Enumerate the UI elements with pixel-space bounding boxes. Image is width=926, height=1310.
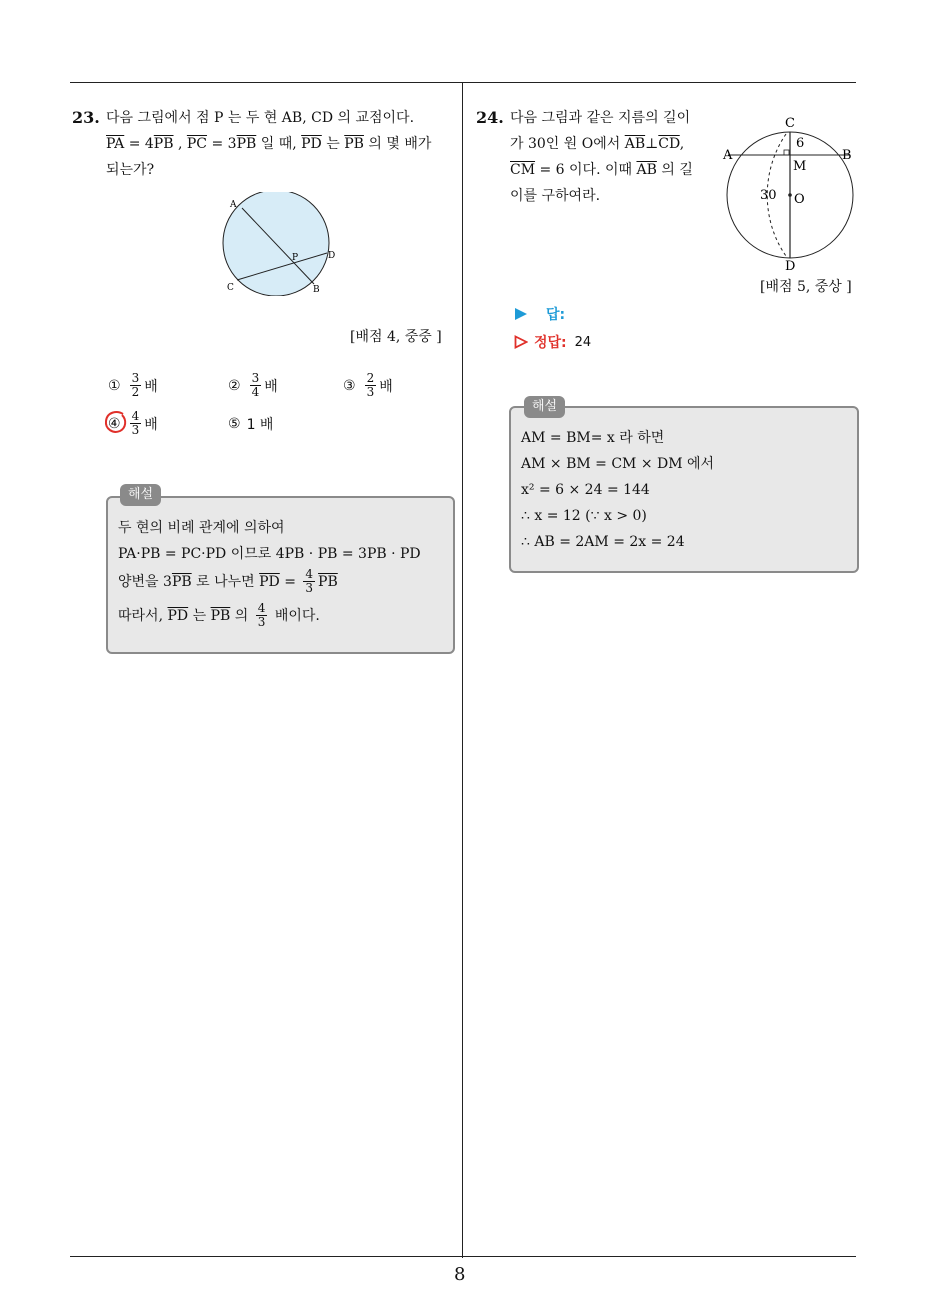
frac-den: 3 <box>257 615 266 629</box>
frac-den: 2 <box>131 385 140 399</box>
q24-exp-line4: ∴ x = 12 (∵ x > 0) <box>521 508 647 524</box>
q23-exp-line3 <box>118 568 338 595</box>
q24-correct-row <box>514 332 591 352</box>
q24-exp-line1: AM = BM= x 라 하면 <box>521 430 665 446</box>
q23-is: 는 <box>321 136 345 152</box>
outline-arrow-icon <box>514 335 528 349</box>
q23-pb: $\overline{PB}$ <box>153 136 174 152</box>
q23-number: 23. <box>72 108 100 127</box>
q23-label-a: A <box>230 200 237 210</box>
exp4-d: 배이다. <box>270 607 320 624</box>
q24-center-dot <box>788 193 792 197</box>
q24-label-c: C <box>785 116 795 131</box>
q24-perp: ⊥ <box>645 136 659 152</box>
q23-grade: [배점 4, 중중 ] <box>350 329 442 345</box>
q24-number: 24. <box>476 108 504 127</box>
correct-answer-circle-icon <box>103 409 129 435</box>
q24-line2-a: 가 30인 원 O에서 <box>510 136 625 152</box>
q24-label-d: D <box>785 259 796 274</box>
frac-num: 4 <box>131 409 140 423</box>
q24-ab2: $\overline{AB}$ <box>636 162 657 178</box>
choice-mark: ① <box>108 377 121 394</box>
q23-choice-1[interactable] <box>108 372 158 399</box>
q24-ab: $\overline{AB}$ <box>624 136 646 152</box>
frac-den: 4 <box>251 385 260 399</box>
q24-line3 <box>510 160 693 180</box>
q24-line2 <box>510 134 684 154</box>
exp4-pd: $\overline{PD}$ <box>167 607 189 624</box>
q24-line3-rest: = 6 이다. 이때 <box>535 162 637 178</box>
q24-label-m: M <box>793 159 807 174</box>
q23-choice-3[interactable] <box>343 372 393 399</box>
frac-num: 3 <box>251 371 260 385</box>
q23-exp-line4 <box>118 602 320 629</box>
q23-text-line1: 다음 그림에서 점 P 는 두 현 AB, CD 의 교점이다. <box>106 110 415 126</box>
q23-pb3: $\overline{PB}$ <box>344 136 364 152</box>
q24-right-angle <box>784 150 789 155</box>
q23-pb2: $\overline{PB}$ <box>236 136 257 152</box>
footer-rule <box>70 1256 856 1257</box>
q23-choice-2[interactable] <box>228 372 278 399</box>
choice-unit: 배 <box>264 378 278 395</box>
exp3-b: 로 나누면 <box>191 573 260 590</box>
choice-fraction <box>130 410 142 437</box>
page-number: 8 <box>454 1264 466 1285</box>
q23-label-c: C <box>227 283 234 293</box>
play-arrow-icon <box>514 307 528 321</box>
correct-value: 24 <box>574 334 592 350</box>
q24-cd: $\overline{CD}$ <box>658 136 680 152</box>
q23-label-p: P <box>292 253 299 263</box>
exp3-frac <box>303 568 315 595</box>
exp4-pb: $\overline{PB}$ <box>210 607 231 624</box>
choice-unit: 배 <box>379 378 393 395</box>
q23-circle-figure <box>215 192 345 296</box>
q23-exp-line1: 두 현의 비례 관계에 의하여 <box>118 520 285 536</box>
q24-comma: , <box>679 136 685 152</box>
frac-den: 3 <box>366 385 375 399</box>
q24-label-b: B <box>842 148 852 163</box>
column-divider <box>462 82 463 1258</box>
exp3-pb: $\overline{PB}$ <box>171 573 192 590</box>
exp3-eq: = <box>279 573 301 590</box>
q23-label-b: B <box>313 285 320 295</box>
exp3-a: 양변을 3 <box>118 573 172 590</box>
choice-unit: 배 <box>144 416 158 433</box>
answer-label: 답: <box>546 307 566 323</box>
q24-answer-row <box>514 304 565 324</box>
choice-fraction <box>250 372 262 399</box>
q24-exp-line5: ∴ AB = 2AM = 2x = 24 <box>521 534 685 550</box>
choice-unit: 배 <box>144 378 158 395</box>
q23-exp-line2 <box>118 544 421 564</box>
q23-choice-5[interactable] <box>228 414 273 434</box>
choice-mark: ③ <box>343 377 356 394</box>
q24-label-a: A <box>723 148 733 163</box>
q24-exp-line2: AM × BM = CM × DM 에서 <box>521 456 715 472</box>
choice-text: 1 배 <box>246 417 274 433</box>
frac-den: 3 <box>131 423 140 437</box>
q23-tail: 의 몇 배가 <box>363 136 432 152</box>
q23-text-line3: 되는가? <box>106 162 155 178</box>
q24-label-six: 6 <box>796 136 805 151</box>
choice-mark: ⑤ <box>228 416 241 432</box>
q24-exp-line3: x² = 6 × 24 = 144 <box>521 482 650 498</box>
q23-eq2: = 3 <box>207 136 237 152</box>
q24-label-thirty: 30 <box>760 188 777 203</box>
exp4-a: 따라서, <box>118 607 168 624</box>
q24-line4: 이를 구하여라. <box>510 188 601 204</box>
q23-sep: , <box>173 136 187 152</box>
q23-exp-line2-text: PA·PB = PC·PD 이므로 4PB · PB = 3PB · PD <box>118 546 421 562</box>
q24-circle-figure <box>718 112 864 274</box>
q24-label-o: O <box>794 192 805 207</box>
q23-eq1: = 4 <box>124 136 154 152</box>
q24-line3-tail: 의 길 <box>656 162 693 178</box>
frac-num: 4 <box>257 601 266 615</box>
q24-grade: [배점 5, 중상 ] <box>760 279 852 295</box>
frac-den: 3 <box>305 581 314 595</box>
frac-num: 4 <box>305 567 314 581</box>
q23-text-line2 <box>106 134 431 154</box>
q24-line1: 다음 그림과 같은 지름의 길이 <box>510 110 691 126</box>
exp3-pb2: $\overline{PB}$ <box>318 573 338 590</box>
header-rule <box>70 82 856 83</box>
q23-when: 일 때, <box>256 136 302 152</box>
q23-explanation-tag: 해설 <box>120 484 161 506</box>
choice-mark: ② <box>228 377 241 394</box>
exp4-b: 는 <box>188 607 211 624</box>
choice-mark: ④ <box>108 415 121 432</box>
exp3-pd: $\overline{PD}$ <box>259 573 280 590</box>
exp4-c: 의 <box>230 607 253 624</box>
choice-fraction <box>365 372 377 399</box>
q24-cm: $\overline{CM}$ <box>510 162 536 178</box>
frac-num: 2 <box>366 371 375 385</box>
choice-fraction <box>130 372 142 399</box>
exp4-frac <box>256 602 268 629</box>
q23-label-d: D <box>328 251 336 261</box>
q24-explanation-tag: 해설 <box>524 396 565 418</box>
frac-num: 3 <box>131 371 140 385</box>
q23-pa: $\overline{PA}$ <box>106 136 125 152</box>
q23-pd: $\overline{PD}$ <box>301 136 322 152</box>
q23-pc: $\overline{PC}$ <box>186 136 208 152</box>
correct-label: 정답: <box>534 335 567 351</box>
